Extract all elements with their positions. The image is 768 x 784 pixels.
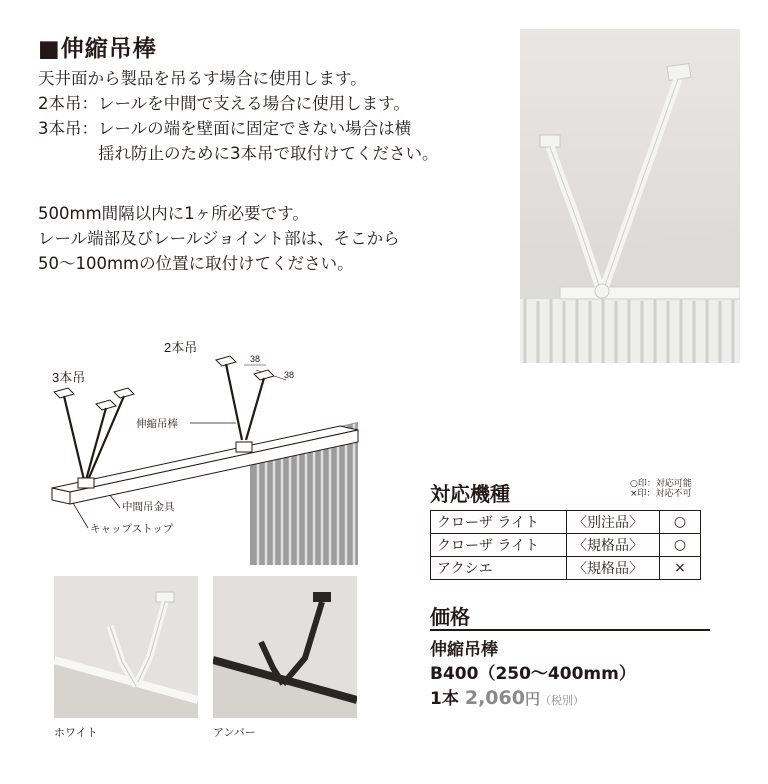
price-tax-note: （税別） [539,694,584,707]
three-rod-text: レールの端を壁面に固定できない場合は横 [98,119,412,138]
compatibility-table [430,510,701,580]
ceiling-mount [667,64,691,81]
mark-cell: ○ [660,511,701,534]
legend-yes: ○印：対応可能 [630,479,692,489]
description-line-2 [38,91,410,116]
legend-no: ×印：対応不可 [630,489,692,499]
price-title: 価格 [430,605,470,629]
model-cell: クローザ ライト [431,534,567,557]
table-row [431,534,701,557]
three-rod-diagram-label: 3本吊 [52,370,86,385]
bracket-label: 中間吊金具 [122,501,175,513]
page-title: ■伸縮吊棒 [38,36,157,62]
ceiling-mount [540,135,560,147]
note-line-3: 50～100mmの位置に取付けてください。 [38,254,354,273]
dimension-label-a: 38 [250,354,261,364]
description-line-4: 揺れ防止のために3本吊で取付けてください。 [98,144,439,163]
rod-label: 伸縮吊棒 [136,418,178,430]
cap-stop-label: キャップストップ [90,523,174,535]
amber-variant-photo [213,576,357,718]
ceiling-rod-photo [520,29,740,363]
white-variant-photo [54,576,198,718]
three-rod-label: 3本吊： [38,119,98,138]
price-unit: 円 [524,690,540,708]
compatibility-title: 対応機種 [430,482,510,506]
two-rod-text: レールを中間で支える場合に使用します。 [98,94,410,113]
white-variant-label: ホワイト [54,726,98,739]
price-row [430,684,584,709]
model-cell: アクシエ [431,557,567,580]
two-rod-label: 2本吊： [38,94,98,113]
kind-cell: 〈別注品〉 [567,511,660,534]
kind-cell: 〈規格品〉 [567,534,660,557]
amber-variant-label: アンバー [213,726,256,739]
description-line-3 [38,116,411,141]
price-quantity: 1本 [430,689,459,709]
mark-cell: ○ [660,534,701,557]
price-product-name: 伸縮吊棒 [430,640,498,660]
dimension-label-b: 38 [284,370,295,380]
price-divider [430,629,710,631]
note-line-1: 500mm間隔以内に1ヶ所必要です。 [38,204,309,223]
curtain-folds [520,299,740,363]
mark-cell: × [660,557,701,580]
description-line-1: 天井面から製品を吊るす場合に使用します。 [38,69,367,88]
table-row [431,511,701,534]
model-cell: クローザ ライト [431,511,567,534]
two-rod-diagram-label: 2本吊 [164,340,198,355]
price-model: B400（250～400mm） [430,664,636,684]
compatibility-legend [630,479,692,499]
installation-diagram [40,330,370,570]
price-amount: 2,060 [464,687,525,709]
table-row [431,557,701,580]
note-line-2: レール端部及びレールジョイント部は、そこから [38,229,400,248]
kind-cell: 〈規格品〉 [567,557,660,580]
